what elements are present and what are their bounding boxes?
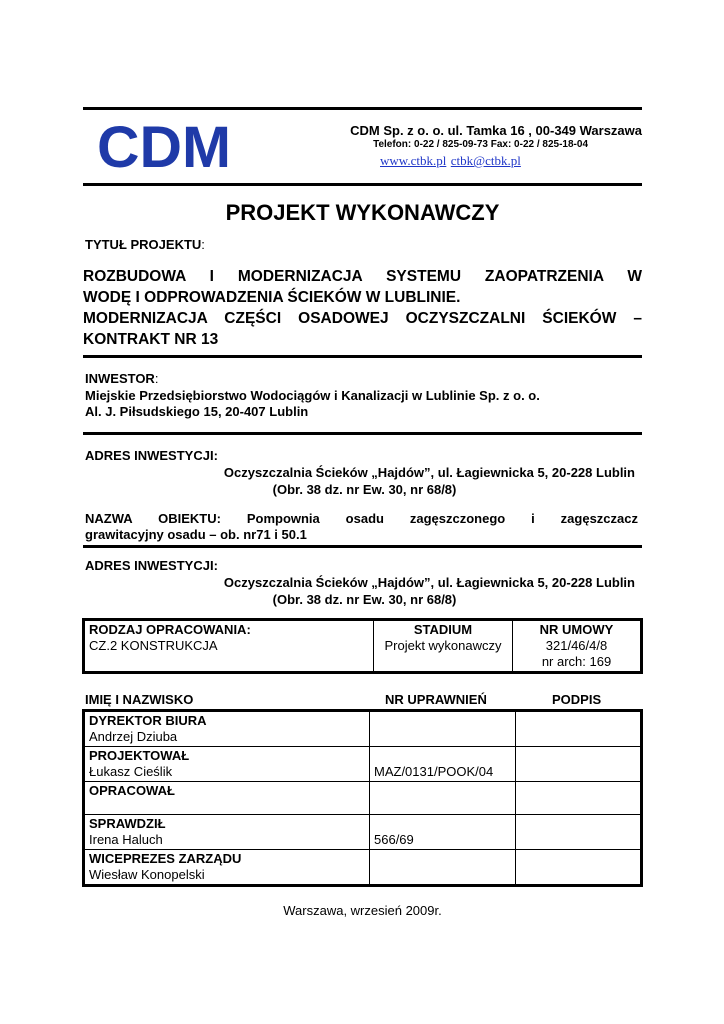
role-label: SPRAWDZIŁ [89, 816, 166, 831]
spec-umowa-label: NR UMOWY [539, 622, 614, 637]
spec-arch-value: nr arch: 169 [541, 654, 612, 669]
investor-address: Al. J. Piłsudskiego 15, 20-407 Lublin [85, 404, 309, 419]
spec-rodzaj-cell [84, 620, 374, 673]
investor-label: INWESTOR [85, 371, 155, 386]
license-cell [370, 815, 516, 850]
top-rule [83, 107, 642, 110]
person-cell [84, 711, 370, 747]
header-rule [83, 183, 642, 186]
role-label: DYREKTOR BIURA [89, 713, 207, 728]
person-cell [84, 747, 370, 782]
person-cell [84, 815, 370, 850]
header-signature: PODPIS [552, 692, 602, 707]
address1-line2: (Obr. 38 dz. nr Ew. 30, nr 68/8) [272, 482, 457, 497]
spec-umowa-cell [513, 620, 642, 673]
investor-colon: : [154, 371, 159, 386]
role-label: OPRACOWAŁ [89, 783, 175, 798]
signature-cell[interactable] [516, 747, 642, 782]
license-cell [370, 711, 516, 747]
company-logo [96, 120, 232, 170]
license-value: MAZ/0131/POOK/04 [374, 764, 494, 779]
spec-stadium-cell [374, 620, 513, 673]
spec-umowa-value: 321/46/4/8 [545, 638, 608, 653]
project-title-line: WODĘ I ODPROWADZENIA ŚCIEKÓW W LUBLINIE. [83, 289, 461, 306]
footer-place-date: Warszawa, wrzesień 2009r. [283, 903, 442, 918]
email-link[interactable]: ctbk@ctbk.pl [450, 153, 521, 168]
person-cell [84, 850, 370, 886]
section-rule-3 [83, 545, 642, 548]
address1-line1: Oczyszczalnia Ścieków „Hajdów”, ul. Łagiewnicka 5, 20-228 Lublin [223, 465, 635, 480]
object-name-line2: grawitacyjny osadu – ob. nr71 i 50.1 [85, 527, 307, 542]
license-value: 566/69 [374, 832, 414, 847]
header-name: IMIĘ I NAZWISKO [85, 692, 194, 707]
license-cell [370, 850, 516, 886]
signature-cell[interactable] [516, 711, 642, 747]
table-row [84, 711, 642, 747]
project-label: TYTUŁ PROJEKTU [85, 237, 202, 252]
license-cell [370, 782, 516, 815]
spec-rodzaj-value: CZ.2 KONSTRUKCJA [89, 638, 218, 653]
person-name: Wiesław Konopelski [89, 867, 205, 882]
person-cell [84, 782, 370, 815]
company-phone: Telefon: 0-22 / 825-09-73 Fax: 0-22 / 825-18-04 [373, 139, 588, 150]
role-label: WICEPREZES ZARZĄDU [89, 851, 242, 866]
spec-stadium-label: STADIUM [413, 622, 473, 637]
project-title [83, 266, 642, 350]
project-colon: : [201, 237, 205, 252]
investor-name: Miejskie Przedsiębiorstwo Wodociągów i Kanalizacji w Lublinie Sp. z o. o. [85, 388, 540, 403]
spec-rodzaj-label: RODZAJ OPRACOWANIA: [89, 622, 251, 637]
page-title: PROJEKT WYKONAWCZY [225, 200, 500, 225]
company-address: CDM Sp. z o. o. ul. Tamka 16 , 00-349 Warszawa [350, 123, 642, 138]
spec-table [82, 618, 643, 674]
table-row [84, 850, 642, 886]
address1-label: ADRES INWESTYCJI: [85, 448, 218, 463]
object-name-line1: NAZWA OBIEKTU: Pompownia osadu zagęszczonego i zagęszczacz [85, 511, 638, 526]
table-row [84, 747, 642, 782]
logo-text: CDM [97, 120, 231, 170]
project-title-line: ROZBUDOWA I MODERNIZACJA SYSTEMU ZAOPATRZENIA W [83, 268, 642, 285]
license-cell [370, 747, 516, 782]
project-title-line: KONTRAKT NR 13 [83, 331, 219, 348]
project-title-line: MODERNIZACJA CZĘŚCI OSADOWEJ OCZYSZCZALNI ŚCIEKÓW – [83, 310, 642, 327]
person-name: Łukasz Cieślik [89, 764, 173, 779]
project-label-row [85, 237, 205, 252]
address2-label: ADRES INWESTYCJI: [85, 558, 218, 573]
website-link[interactable]: www.ctbk.pl [380, 153, 447, 168]
signatures-table [82, 709, 643, 887]
spec-stadium-value: Projekt wykonawczy [384, 638, 502, 653]
section-rule-1 [83, 355, 642, 358]
person-name: Andrzej Dziuba [89, 729, 178, 744]
signature-cell[interactable] [516, 850, 642, 886]
address2-line2: (Obr. 38 dz. nr Ew. 30, nr 68/8) [272, 592, 457, 607]
role-label: PROJEKTOWAŁ [89, 748, 190, 763]
signature-cell[interactable] [516, 782, 642, 815]
address2-line1: Oczyszczalnia Ścieków „Hajdów”, ul. Łagiewnicka 5, 20-228 Lublin [223, 575, 635, 590]
company-links [380, 152, 580, 170]
section-rule-2 [83, 432, 642, 435]
header-license: NR UPRAWNIEŃ [385, 692, 487, 707]
table-row [84, 782, 642, 815]
table-row [84, 815, 642, 850]
signature-cell[interactable] [516, 815, 642, 850]
person-name: Irena Haluch [89, 832, 163, 847]
investor-label-row [85, 371, 158, 386]
